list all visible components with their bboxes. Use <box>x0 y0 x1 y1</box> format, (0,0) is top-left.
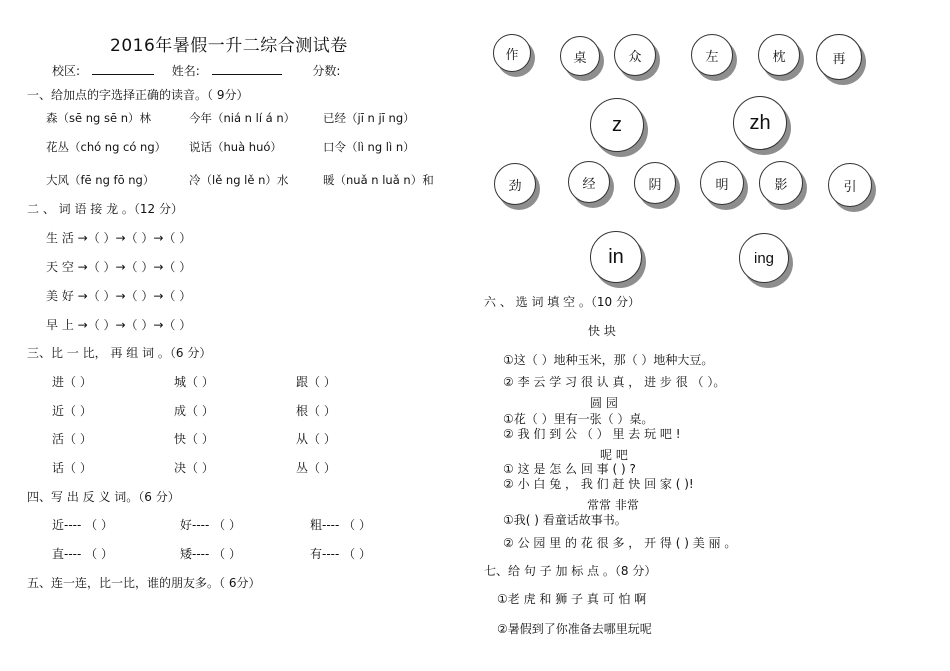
s1-r1c1: 森（sē ng sē n）林 <box>46 111 151 125</box>
s3-r4c1: 话（ ） <box>52 461 92 475</box>
section-4-heading: 四、写 出 反 义 词。（6 分） <box>27 490 180 504</box>
word-options: 圆 园 <box>590 396 618 410</box>
char-bubble[interactable]: 明 <box>700 161 744 205</box>
chain-blanks: （ ）→（ ）→（ ） <box>87 260 192 274</box>
section-1-heading: 一、给加点的字选择正确的读音。（ 9分） <box>27 88 249 102</box>
s3-r1c3: 跟（ ） <box>296 375 336 389</box>
chain-row <box>46 258 191 275</box>
s3-r3c3: 从（ ） <box>296 432 336 446</box>
pinyin-bubble[interactable]: in <box>590 231 642 283</box>
chain-blanks: （ ）→（ ）→（ ） <box>87 289 192 303</box>
s4-r2c3: 有---- （ ） <box>310 547 371 561</box>
chain-start: 生 活 → <box>46 231 88 245</box>
char-bubble[interactable]: 左 <box>691 34 733 76</box>
chain-start: 天 空 → <box>46 260 88 274</box>
s3-r1c1: 进（ ） <box>52 375 92 389</box>
chain-row <box>46 316 191 333</box>
chain-row <box>46 287 191 304</box>
word-options: 常常 非常 <box>587 498 639 512</box>
s1-r2c1: 花丛（chó ng có ng） <box>46 140 167 154</box>
section-3-heading: 三、比 一 比， 再 组 词 。（6 分） <box>27 346 212 360</box>
section-2-heading: 二 、 词 语 接 龙 。（12 分） <box>27 202 183 216</box>
pinyin-bubble[interactable]: zh <box>733 96 787 150</box>
chain-blanks: （ ）→（ ）→（ ） <box>87 318 192 332</box>
char-bubble[interactable]: 阴 <box>634 162 676 204</box>
s4-r1c1: 近---- （ ） <box>52 518 113 532</box>
s1-r3c1: 大风（fē ng fō ng） <box>46 173 155 187</box>
s4-r2c1: 直---- （ ） <box>52 547 113 561</box>
s3-r2c1: 近（ ） <box>52 404 92 418</box>
fill-sentence: ② 李 云 学 习 很 认 真 ， 进 步 很 （ ）。 <box>503 375 726 389</box>
section-5-heading: 五、连一连，比一比，谁的朋友多。（ 6分） <box>27 576 261 590</box>
name-field[interactable] <box>212 74 282 75</box>
fill-sentence: ①花（ ）里有一张（ ）桌。 <box>503 412 654 426</box>
fill-sentence: ①我( ) 看童话故事书。 <box>503 513 627 527</box>
char-bubble[interactable]: 影 <box>759 161 803 205</box>
s3-r2c3: 根（ ） <box>296 404 336 418</box>
s3-r3c1: 活（ ） <box>52 432 92 446</box>
char-bubble[interactable]: 再 <box>816 34 862 80</box>
s1-r2c2: 说话（huà huó） <box>189 140 282 154</box>
fill-sentence: ② 我 们 到 公 （ ） 里 去 玩 吧 ! <box>503 427 681 441</box>
s1-r3c2: 冷（lě ng lě n）水 <box>189 173 289 187</box>
score-label: 分数: <box>312 64 341 78</box>
pinyin-bubble[interactable]: ing <box>739 233 789 283</box>
char-bubble[interactable]: 作 <box>493 34 531 72</box>
s3-r2c2: 成（ ） <box>174 404 214 418</box>
section-7-heading: 七、给 句 子 加 标 点 。（8 分） <box>484 564 657 578</box>
fill-sentence: ① 这 是 怎 么 回 事 ( ) ? <box>503 462 636 476</box>
s1-r2c3: 口令（lì ng lì n） <box>323 140 415 154</box>
pinyin-bubble[interactable]: z <box>590 98 644 152</box>
chain-start: 早 上 → <box>46 318 88 332</box>
char-bubble[interactable]: 经 <box>568 161 610 203</box>
char-bubble[interactable]: 桌 <box>560 36 600 76</box>
page-title: 2016年暑假一升二综合测试卷 <box>110 36 348 56</box>
punctuation-sentence: ①老 虎 和 狮 子 真 可 怕 啊 <box>497 592 647 606</box>
s1-r1c3: 已经（jī n jī ng） <box>323 111 415 125</box>
name-label: 姓名: <box>171 64 200 78</box>
section-6-heading: 六 、 选 词 填 空 。（10 分） <box>484 295 640 309</box>
s3-r3c2: 快（ ） <box>174 432 214 446</box>
char-bubble[interactable]: 枕 <box>758 34 800 76</box>
s3-r1c2: 城（ ） <box>174 375 214 389</box>
s4-r1c3: 粗---- （ ） <box>310 518 371 532</box>
chain-row <box>46 229 191 246</box>
s1-r1c2: 今年（niá n lí á n） <box>189 111 296 125</box>
punctuation-sentence: ②暑假到了你准备去哪里玩呢 <box>497 622 652 636</box>
s1-r3c3: 暖（nuǎ n luǎ n）和 <box>323 173 434 187</box>
char-bubble[interactable]: 劲 <box>494 163 536 205</box>
s4-r1c2: 好---- （ ） <box>180 518 241 532</box>
char-bubble[interactable]: 众 <box>614 34 656 76</box>
s3-r4c3: 丛（ ） <box>296 461 336 475</box>
s4-r2c2: 矮---- （ ） <box>180 547 241 561</box>
chain-start: 美 好 → <box>46 289 88 303</box>
info-row <box>52 62 340 79</box>
s3-r4c2: 决（ ） <box>174 461 214 475</box>
chain-blanks: （ ）→（ ）→（ ） <box>87 231 192 245</box>
word-options: 呢 吧 <box>600 448 628 462</box>
fill-sentence: ①这（ ）地种玉米，那（ ）地种大豆。 <box>503 353 714 367</box>
char-bubble[interactable]: 引 <box>828 163 872 207</box>
fill-sentence: ② 小 白 兔 ， 我 们 赶 快 回 家 ( )! <box>503 477 694 491</box>
school-field[interactable] <box>92 74 154 75</box>
school-label: 校区: <box>52 64 81 78</box>
word-options: 快 块 <box>588 324 616 338</box>
fill-sentence: ② 公 园 里 的 花 很 多 ， 开 得 ( ) 美 丽 。 <box>503 536 737 550</box>
